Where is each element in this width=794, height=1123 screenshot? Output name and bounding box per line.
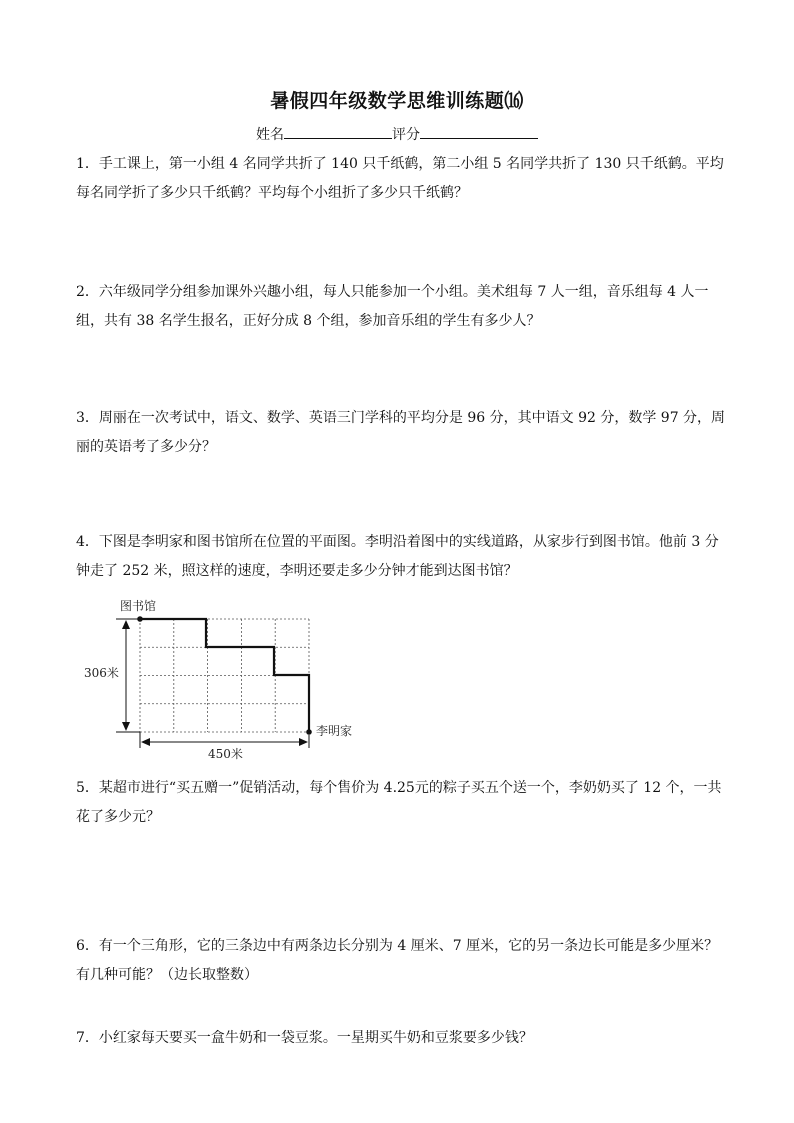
map-diagram xyxy=(80,592,380,762)
height-arrow-head-top xyxy=(122,620,130,629)
question-6: 6．有一个三角形，它的三条边中有两条边长分别为 4 厘米、7 厘米，它的另一条边长可能是多少厘米？有几种可能？（边长取整数） xyxy=(76,938,719,983)
question-1: 1．手工课上，第一小组 4 名同学共折了 140 只千纸鹤，第二小组 5 名同学共折了 130 只千纸鹤。平均每名同学折了多少只千纸鹤？平均每个小组折了多少只千纸鹤？ xyxy=(76,156,724,201)
height-label: 306米 xyxy=(84,666,119,680)
width-arrow-head-left xyxy=(141,738,150,746)
home-label: 李明家 xyxy=(316,724,353,738)
student-info-line xyxy=(0,124,794,144)
question-2: 2．六年级同学分组参加课外兴趣小组，每人只能参加一个小组。美术组每 7 人一组，音乐组每 4 人一组，共有 38 名学生报名，正好分成 8 个组，参加音乐组的学生有多少人？ xyxy=(76,284,709,329)
question-7: 7．小红家每天要买一盒牛奶和一袋豆浆。一星期买牛奶和豆浆要多少钱？ xyxy=(76,1030,533,1046)
home-dot xyxy=(306,729,312,735)
question-3: 3．周丽在一次考试中，语文、数学、英语三门学科的平均分是 96 分，其中语文 92 分，数学 97 分，周丽的英语考了多少分？ xyxy=(76,410,726,455)
page-title: 暑假四年级数学思维训练题⒃ xyxy=(270,90,524,112)
name-label: 姓名 xyxy=(256,127,284,143)
score-label: 评分 xyxy=(392,127,420,143)
name-field[interactable] xyxy=(284,124,392,139)
width-dimension xyxy=(140,732,309,748)
question-4: 4．下图是李明家和图书馆所在位置的平面图。李明沿着图中的实线道路，从家步行到图书馆。他前 3 分钟走了 252 米，照这样的速度，李明还要走多少分钟才能到达图书馆？ xyxy=(76,534,719,579)
score-field[interactable] xyxy=(420,124,538,139)
width-label: 450米 xyxy=(208,747,243,761)
width-arrow-head-right xyxy=(299,738,308,746)
question-5: 5．某超市进行“买五赠一”促销活动，每个售价为 4.25元的粽子买五个送一个，李奶奶买了 12 个，一共花了多少元？ xyxy=(76,780,722,825)
library-label: 图书馆 xyxy=(120,599,157,613)
height-arrow-head-bottom xyxy=(122,722,130,731)
